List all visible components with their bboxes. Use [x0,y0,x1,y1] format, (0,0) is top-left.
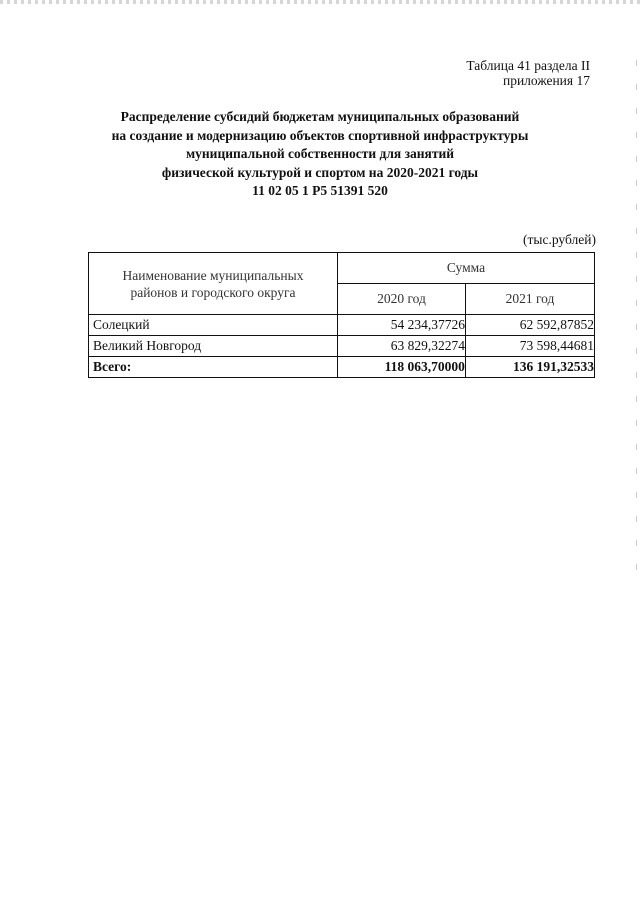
total-value-2021: 136 191,32533 [465,357,594,378]
title-line-4: физической культурой и спортом на 2020-2021 годы [161,164,479,180]
row-name: Солецкий [89,315,338,336]
row-value-2021: 62 592,87852 [465,315,594,336]
column-header-sum: Сумма [338,253,595,284]
ref-line-1: Таблица 41 раздела II [466,58,590,73]
row-value-2020: 54 234,37726 [338,315,466,336]
title-line-3: муниципальной собственности для занятий [185,146,455,161]
table-row [89,315,595,336]
title-line-1: Распределение субсидий бюджетам муниципальных образований [120,109,520,124]
subsidy-table [88,252,595,378]
title-line-2: на создание и модернизацию объектов спортивной инфраструктуры [111,127,529,143]
row-value-2021: 73 598,44681 [465,336,594,357]
table-row [89,336,595,357]
document-title [60,108,580,201]
name-header-line-1: Наименование муниципальных [122,267,304,283]
unit-label: (тыс.рублей) [523,232,596,247]
scan-artifact-top [0,0,640,4]
name-header-line-2: районов и городского округа [130,284,296,300]
total-label: Всего: [89,357,338,378]
column-header-2020: 2020 год [338,284,466,315]
row-value-2020: 63 829,32274 [338,336,466,357]
column-header-2021: 2021 год [465,284,594,315]
column-header-name [89,253,338,315]
ref-line-2: приложения 17 [502,73,590,88]
table-reference [466,58,590,88]
budget-code: 11 02 05 1 Р5 51391 520 [252,183,388,198]
total-row [89,357,595,378]
total-value-2020: 118 063,70000 [338,357,466,378]
table-header-row [89,253,595,284]
row-name: Великий Новгород [89,336,338,357]
scan-artifact-right [636,60,637,580]
